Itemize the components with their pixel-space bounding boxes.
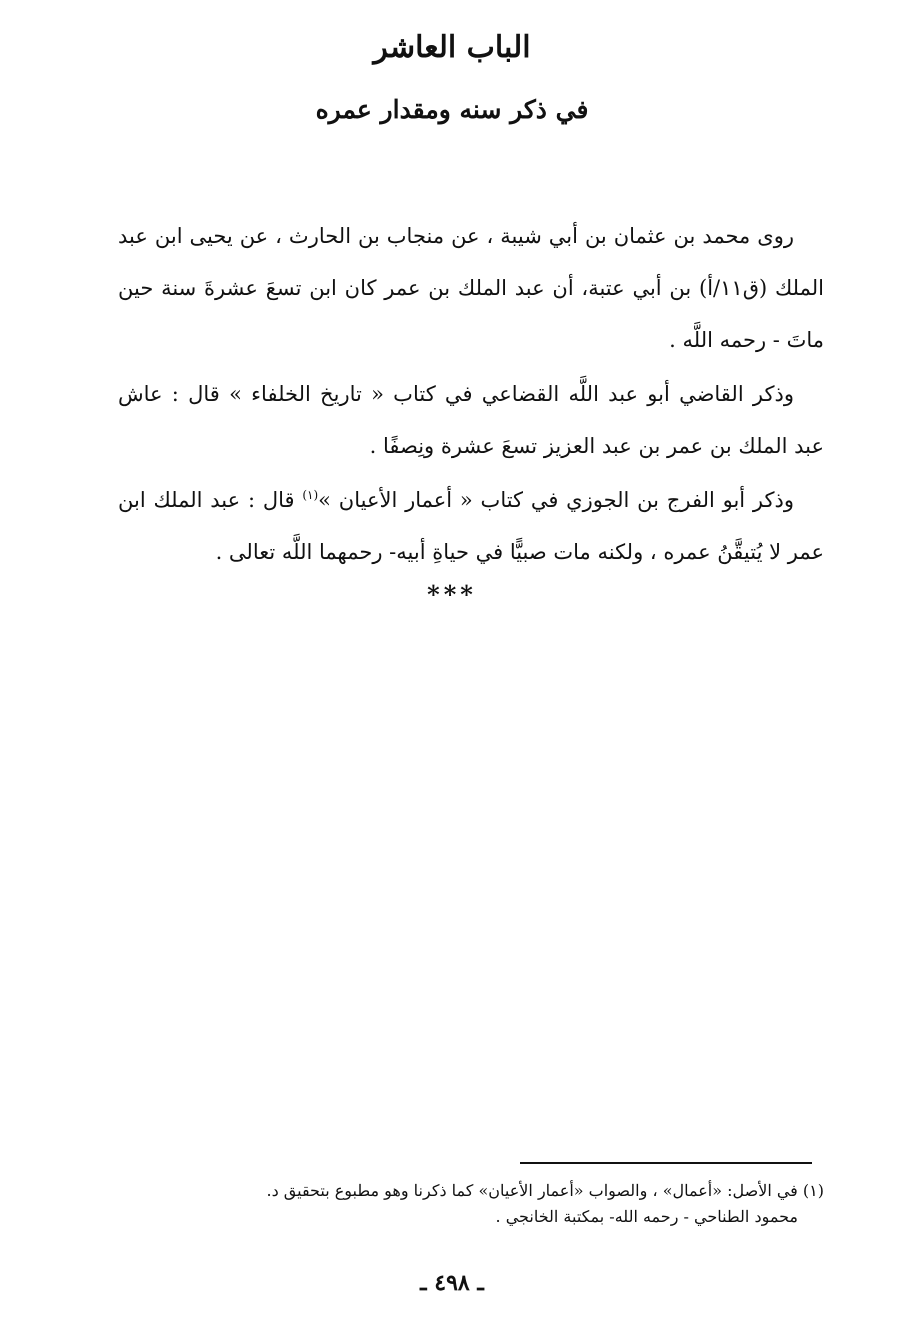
footnote-line-1: (١) في الأصل: «أعمال» ، والصواب «أعمار الأعيان» كما ذكرنا وهو مطبوع بتحقيق د.	[266, 1181, 824, 1200]
paragraph-3-text-before: وذكر أبو الفرج بن الجوزي في كتاب « أعمار الأعيان »	[318, 488, 794, 512]
page-number: ـ ٤٩٨ ـ	[420, 1270, 484, 1296]
footnote	[118, 1178, 824, 1230]
paragraph-2: وذكر القاضي أبو عبد اللَّه القضاعي في كتاب « تاريخ الخلفاء » قال : عاش عبد الملك بن عمر بن عبد العزيز تسعَ عشرة ونِصفًا .	[118, 382, 824, 458]
footnote-line-2: محمود الطناحي - رحمه الله- بمكتبة الخانجي .	[495, 1207, 798, 1226]
main-text	[118, 210, 824, 580]
footnote-reference: (١)	[302, 488, 319, 502]
section-separator: ***	[427, 580, 477, 609]
paragraph-1: روى محمد بن عثمان بن أبي شيبة ، عن منجاب بن الحارث ، عن يحيى ابن عبد الملك (ق١١/أ) بن أبي عتبة، أن عبد الملك بن عمر كان ابن تسعَ عشرةَ سنة حين ماتَ - رحمه اللَّه .	[118, 224, 824, 352]
paragraph-3-text-after: قال : عبد الملك ابن عمر لا يُتيقَّنُ عمره ، ولكنه مات صبيًّا في حياةِ أبيه- رحمهما اللَّه تعالى .	[118, 488, 824, 564]
footnote-divider	[520, 1162, 812, 1164]
chapter-subtitle: في ذكر سنه ومقدار عمره	[315, 95, 589, 124]
chapter-title: الباب العاشر	[373, 30, 531, 65]
paragraph-3	[118, 474, 824, 578]
